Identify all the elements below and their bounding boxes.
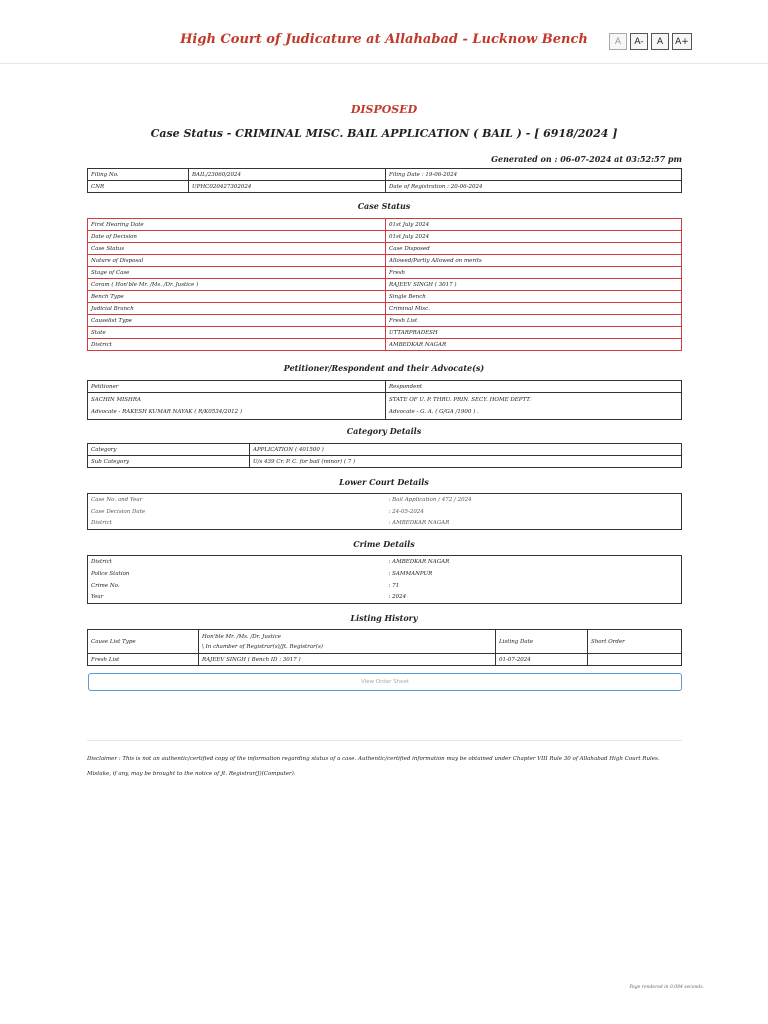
listing-judge: RAJEEV SINGH ( Bench ID : 3017 ) bbox=[199, 654, 496, 666]
case-status-table bbox=[87, 218, 682, 351]
status-label: Date of Decision bbox=[88, 231, 386, 243]
generated-timestamp: Generated on : 06-07-2024 at 03:52:57 pm bbox=[491, 154, 682, 164]
table-row bbox=[88, 506, 682, 518]
respondent-label: Respondent bbox=[386, 381, 682, 393]
listing-history-table bbox=[87, 629, 682, 666]
disclaimer-text: Disclaimer : This is not an authentic/certified copy of the information regarding status of a case. Authentic/certified information may be obtained under Chapter VIII Rule 30 of Allahabad High Court Rules. Mistake, if any, may be brought to the notice of Jt. Registrar(J)(Computer). bbox=[87, 756, 660, 777]
lower-court-value: : 24-05-2024 bbox=[388, 508, 424, 515]
table-row bbox=[88, 169, 682, 181]
divider bbox=[87, 740, 682, 741]
crime-title: Crime Details bbox=[353, 539, 415, 549]
table-row bbox=[88, 568, 682, 580]
case-title: Case Status - CRIMINAL MISC. BAIL APPLICATION ( BAIL ) - [ 6918/2024 ] bbox=[150, 127, 618, 140]
status-label: Coram ( Hon'ble Mr. /Ms. /Dr. Justice ) bbox=[88, 279, 386, 291]
lower-court-label: District bbox=[91, 520, 112, 527]
status-value: Single Bench bbox=[386, 291, 682, 303]
table-row bbox=[88, 291, 682, 303]
col-short-order: Short Order bbox=[588, 630, 682, 654]
font-normal-button[interactable]: A bbox=[651, 33, 669, 50]
sub-category-label: Sub Category bbox=[88, 456, 250, 468]
court-title: High Court of Judicature at Allahabad - Lucknow Bench bbox=[180, 32, 588, 47]
category-value: APPLICATION ( 401500 ) bbox=[250, 444, 682, 456]
status-label: First Hearing Date bbox=[88, 219, 386, 231]
table-row bbox=[88, 630, 682, 654]
table-row bbox=[88, 654, 682, 666]
status-label: Stage of Case bbox=[88, 267, 386, 279]
case-status-title: Case Status bbox=[357, 201, 411, 211]
listing-history-title: Listing History bbox=[350, 613, 418, 623]
status-value: UTTARPRADESH bbox=[386, 327, 682, 339]
crime-table bbox=[87, 555, 682, 604]
parties-title: Petitioner/Respondent and their Advocate(s) bbox=[283, 363, 485, 373]
table-row bbox=[88, 339, 682, 351]
font-decrease-button[interactable]: A- bbox=[630, 33, 648, 50]
font-reset-button[interactable]: A bbox=[609, 33, 627, 50]
petitioner-cell bbox=[88, 393, 386, 420]
lower-court-label: Case No. and Year bbox=[91, 496, 143, 503]
petitioner-label: Petitioner bbox=[88, 381, 386, 393]
col-justice bbox=[199, 630, 496, 654]
col-justice-line2: \ In chamber of Registrar(s)/Jt. Registrar(s) bbox=[202, 643, 323, 650]
cnr-value: UPHC020427302024 bbox=[189, 181, 386, 193]
status-value: 01st July 2024 bbox=[386, 231, 682, 243]
lower-court-value: : Bail Application / 472 / 2024 bbox=[388, 496, 472, 503]
respondent-name: STATE OF U. P. THRU. PRIN. SECY. HOME DEPTT. bbox=[389, 397, 531, 403]
status-label: Causelist Type bbox=[88, 315, 386, 327]
respondent-cell bbox=[386, 393, 682, 420]
font-increase-button[interactable]: A+ bbox=[672, 33, 692, 50]
lower-court-table bbox=[87, 493, 682, 530]
crime-label: District bbox=[91, 558, 112, 565]
crime-label: Police Station bbox=[91, 570, 130, 577]
table-row bbox=[88, 327, 682, 339]
status-value: Allowed/Partly Allowed on merits bbox=[386, 255, 682, 267]
status-value: AMBEDKAR NAGAR bbox=[386, 339, 682, 351]
crime-label: Year bbox=[91, 594, 104, 601]
table-row bbox=[88, 231, 682, 243]
petitioner-name: SACHIN MISHRA bbox=[91, 397, 141, 403]
case-disposed-label: DISPOSED bbox=[350, 103, 418, 116]
status-label: State bbox=[88, 327, 386, 339]
respondent-advocate: Advocate - G. A. ( G/GA /1900 ) . bbox=[389, 409, 479, 415]
filing-table bbox=[87, 168, 682, 193]
page-header bbox=[0, 0, 768, 64]
table-row bbox=[88, 255, 682, 267]
table-row bbox=[88, 181, 682, 193]
col-justice-line1: Hon'ble Mr. /Ms. /Dr. Justice bbox=[202, 633, 282, 640]
lower-court-value: : AMBEDKAR NAGAR bbox=[388, 520, 450, 527]
table-row bbox=[88, 393, 682, 420]
table-row bbox=[88, 444, 682, 456]
filing-date: Filing Date : 19-06-2024 bbox=[386, 169, 682, 181]
table-row bbox=[88, 556, 682, 568]
sub-category-value: U/s 439 Cr. P. C. for bail (minor) ( 7 ) bbox=[250, 456, 682, 468]
status-value: 01st July 2024 bbox=[386, 219, 682, 231]
petitioner-advocate: Advocate - RAKESH KUMAR NAYAK ( R/K0534/2012 ) bbox=[91, 409, 243, 415]
table-row bbox=[88, 494, 682, 506]
table-row bbox=[88, 243, 682, 255]
table-row bbox=[88, 219, 682, 231]
listing-type: Fresh List bbox=[88, 654, 199, 666]
listing-short-order[interactable] bbox=[588, 654, 682, 666]
crime-value: : SAMMANPUR bbox=[388, 570, 433, 577]
lower-court-label: Case Decision Date bbox=[91, 508, 146, 515]
crime-value: : 71 bbox=[388, 582, 400, 589]
view-order-sheet-button[interactable]: View Order Sheet bbox=[88, 673, 682, 691]
table-row bbox=[88, 381, 682, 393]
category-title: Category Details bbox=[346, 426, 422, 436]
table-row bbox=[88, 279, 682, 291]
crime-value: : 2024 bbox=[388, 594, 407, 601]
status-label: District bbox=[88, 339, 386, 351]
table-row bbox=[88, 303, 682, 315]
status-label: Bench Type bbox=[88, 291, 386, 303]
status-value: Criminal Misc. bbox=[386, 303, 682, 315]
status-value: Fresh bbox=[386, 267, 682, 279]
status-value: Case Disposed bbox=[386, 243, 682, 255]
status-label: Judicial Branch bbox=[88, 303, 386, 315]
category-label: Category bbox=[88, 444, 250, 456]
category-table bbox=[87, 443, 682, 468]
table-row bbox=[88, 267, 682, 279]
table-row bbox=[88, 315, 682, 327]
lower-court-title: Lower Court Details bbox=[339, 477, 429, 487]
status-label: Nature of Disposal bbox=[88, 255, 386, 267]
table-row bbox=[88, 592, 682, 604]
col-cause-list: Cause List Type bbox=[88, 630, 199, 654]
col-listing-date: Listing Date bbox=[496, 630, 588, 654]
table-row bbox=[88, 580, 682, 592]
listing-date: 01-07-2024 bbox=[496, 654, 588, 666]
filing-no-label: Filing No. bbox=[88, 169, 189, 181]
filing-no-value: BAIL/23060/2024 bbox=[189, 169, 386, 181]
crime-value: : AMBEDKAR NAGAR bbox=[388, 558, 450, 565]
status-value: RAJEEV SINGH ( 3017 ) bbox=[386, 279, 682, 291]
crime-label: Crime No. bbox=[91, 582, 120, 589]
parties-table bbox=[87, 380, 682, 420]
cnr-label: CNR bbox=[88, 181, 189, 193]
render-time: Page rendered in 0.084 seconds. bbox=[629, 985, 704, 990]
status-value: Fresh List bbox=[386, 315, 682, 327]
font-size-controls bbox=[609, 33, 692, 50]
registration-date: Date of Registration : 20-06-2024 bbox=[386, 181, 682, 193]
status-label: Case Status bbox=[88, 243, 386, 255]
table-row bbox=[88, 518, 682, 530]
table-row bbox=[88, 456, 682, 468]
